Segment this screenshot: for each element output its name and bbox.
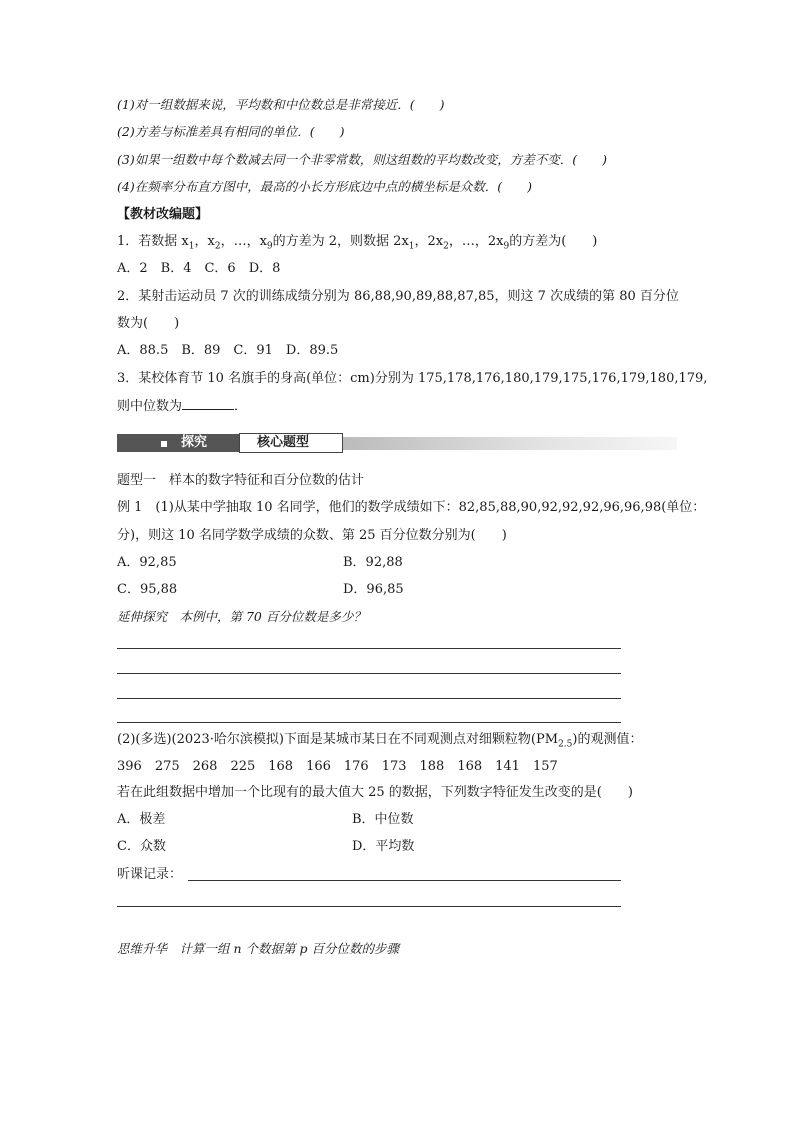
example-2-option-a: A．极差 [117, 812, 166, 827]
answer-line[interactable] [117, 698, 621, 699]
textbook-heading: 【教材改编题】 [117, 207, 209, 222]
summary-heading: 思维升华 计算一组 n 个数据第 p 百分位数的步骤 [117, 941, 399, 956]
banner-label-core: 核心题型 [257, 435, 310, 450]
question-3-line1: 3．某校体育节 10 名旗手的身高(单位：cm)分别为 175,178,176,180,179,175,176,179,180,179, [117, 371, 708, 386]
answer-line[interactable] [117, 673, 621, 674]
notes-line[interactable] [188, 880, 621, 881]
banner-label-explore: 探究 [181, 435, 208, 450]
answer-line[interactable] [117, 648, 621, 649]
question-1-options: A．2 B．4 C．6 D．8 [117, 261, 281, 276]
judge-item-1: (1)对一组数据来说，平均数和中位数总是非常接近．( ) [117, 97, 445, 112]
judge-item-3: (3)如果一组数中每个数减去同一个非零常数，则这组数的平均数改变，方差不变．( ) [117, 152, 607, 167]
example-1-option-d: D．96,85 [343, 582, 404, 597]
square-bullet-icon [161, 441, 167, 447]
judge-item-4: (4)在频率分布直方图中，最高的小长方形底边中点的横坐标是众数．( ) [117, 179, 532, 194]
example-2-option-b: B．中位数 [352, 812, 414, 827]
topic-heading: 题型一 样本的数字特征和百分位数的估计 [117, 473, 365, 488]
question-1: 1．若数据 $x_1$，$x_2$，…，$x_9$的方差为 2，则数据 $2x_1$，$2x_2$，…，$2x_9$的方差为( ) [117, 234, 598, 252]
observation-values: 396 275 268 225 168 166 176 173 188 168 141 157 [117, 759, 558, 774]
answer-line[interactable] [117, 722, 621, 723]
judge-item-2: (2)方差与标准差具有相同的单位．( ) [117, 124, 345, 139]
example-1-option-b: B．92,88 [343, 555, 403, 570]
question-2-line1: 2．某射击运动员 7 次的训练成绩分别为 86,88,90,89,88,87,85，则这 7 次成绩的第 80 百分位 [117, 289, 679, 304]
example-2-option-d: D．平均数 [352, 839, 415, 854]
notes-label: 听课记录： [117, 867, 183, 882]
example-1-option-c: C．95,88 [117, 582, 178, 597]
example-1-part2-line1: (2)(多选)(2023·哈尔滨模拟)下面是某城市某日在不同观测点对细颗粒物$(PM_{2.5})$的观测值： [117, 732, 643, 750]
example-1-part2-line3: 若在此组数据中增加一个比现有的最大值大 25 的数据，下列数字特征发生改变的是( ) [117, 785, 633, 800]
example-1-line1: 例 1 (1)从某中学抽取 10 名同学，他们的数学成绩如下：82,85,88,90,92,92,92,96,96,98(单位： [117, 500, 706, 515]
example-2-option-c: C．众数 [117, 839, 166, 854]
section-banner [117, 433, 677, 453]
answer-blank[interactable] [182, 397, 234, 410]
example-1-option-a: A．92,85 [117, 555, 177, 570]
extension-question: 延伸探究 本例中，第 70 百分位数是多少？ [117, 609, 366, 624]
example-1-line2: 分)，则这 10 名同学数学成绩的众数、第 25 百分位数分别为( ) [117, 528, 507, 543]
question-2-options: A．88.5 B．89 C．91 D．89.5 [117, 343, 339, 358]
question-2-line2: 数为( ) [117, 316, 180, 331]
notes-line[interactable] [117, 906, 621, 907]
question-3-line2: 则中位数为 ． [117, 399, 248, 414]
